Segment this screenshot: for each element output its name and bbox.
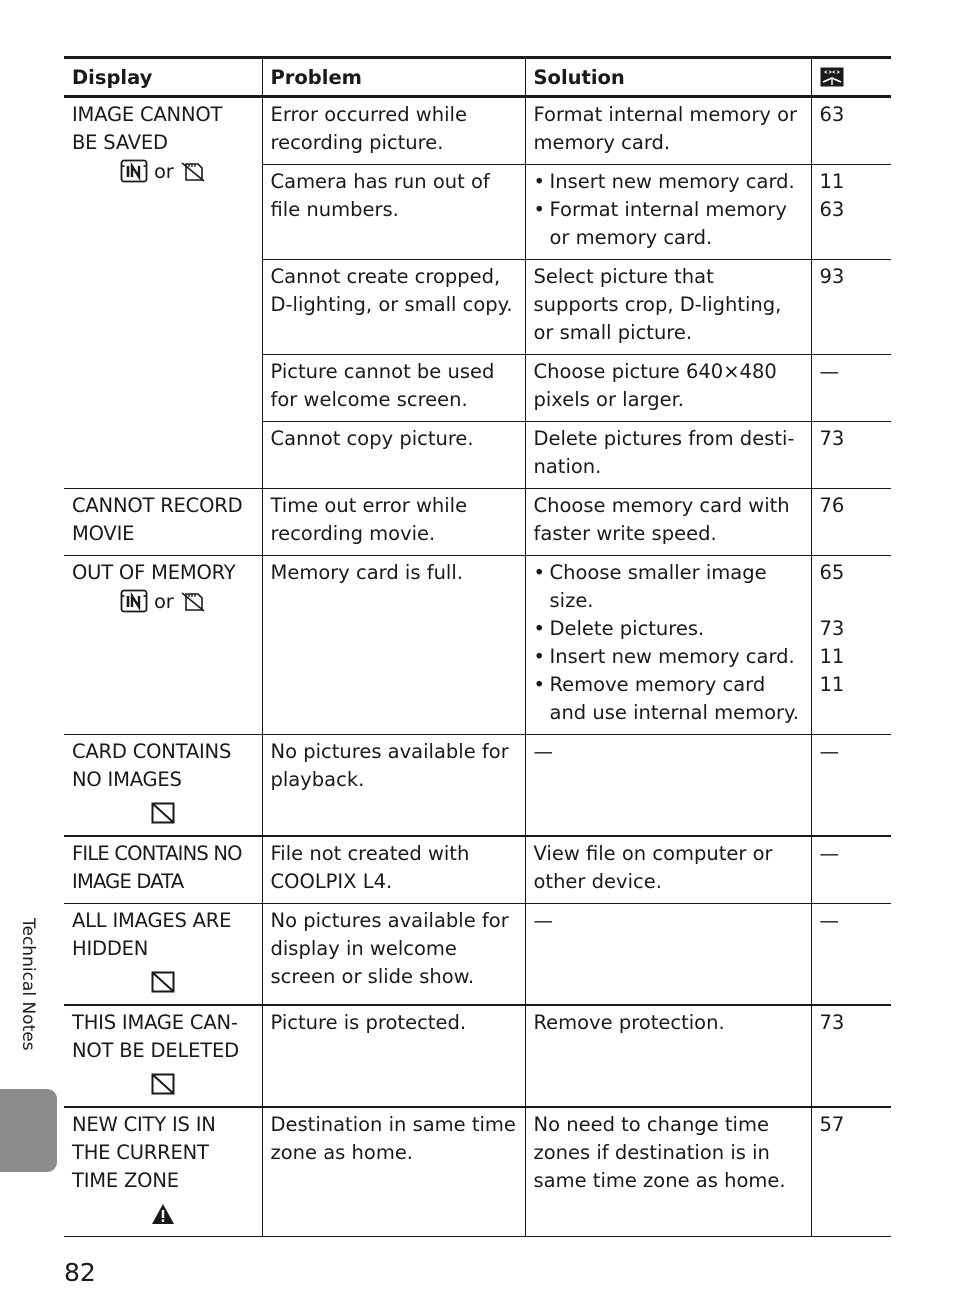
display-cell: OUT OF MEMORY or <box>64 556 262 735</box>
solution-cell: Choose memory card with faster write speed. <box>525 489 811 556</box>
solution-cell <box>525 165 811 260</box>
solution-bullet: • Remove memory card and use internal memory. <box>534 671 803 727</box>
header-problem: Problem <box>262 58 525 97</box>
solution-bullet: • Insert new memory card. <box>534 643 803 671</box>
solution-cell <box>525 556 811 735</box>
display-cell: THIS IMAGE CAN- NOT BE DELETED <box>64 1005 262 1107</box>
page-ref: 93 <box>811 260 891 355</box>
page-ref: 73 <box>811 1005 891 1107</box>
display-cell: FILE CONTAINS NO IMAGE DATA <box>64 836 262 904</box>
book-eye-icon <box>820 67 844 87</box>
display-cell: ALL IMAGES ARE HIDDEN <box>64 904 262 1006</box>
problem-cell: No pictures available for playback. <box>262 735 525 837</box>
page-ref: 76 <box>811 489 891 556</box>
problem-cell: Cannot copy picture. <box>262 422 525 489</box>
table-row <box>64 1107 891 1237</box>
table-row <box>64 735 891 837</box>
table-header-row <box>64 58 891 97</box>
header-page <box>811 58 891 97</box>
section-label: Technical Notes <box>18 918 38 1051</box>
page-ref: — <box>811 904 891 1006</box>
table-row <box>64 556 891 735</box>
solution-bullet: • Insert new memory card. <box>534 168 803 196</box>
section-tab <box>0 1089 57 1172</box>
page-ref: 11 63 <box>811 165 891 260</box>
table-row <box>64 97 891 165</box>
solution-bullet: • Delete pictures. <box>534 615 803 643</box>
page-ref: 73 <box>811 422 891 489</box>
no-memory-card-icon <box>180 161 206 183</box>
solution-cell: — <box>525 735 811 837</box>
no-image-icon <box>151 1073 175 1095</box>
problem-cell: Cannot create cropped, D-lighting, or small copy. <box>262 260 525 355</box>
problem-cell: Destination in same time zone as home. <box>262 1107 525 1237</box>
table-row <box>64 489 891 556</box>
problem-cell: Picture cannot be used for welcome screen. <box>262 355 525 422</box>
page-ref: — <box>811 735 891 837</box>
display-cell: CARD CONTAINS NO IMAGES <box>64 735 262 837</box>
display-cell: CANNOT RECORD MOVIE <box>64 489 262 556</box>
internal-memory-icon <box>120 159 148 183</box>
header-solution: Solution <box>525 58 811 97</box>
display-cell: NEW CITY IS IN THE CURRENT TIME ZONE <box>64 1107 262 1237</box>
table-row <box>64 1005 891 1107</box>
internal-memory-icon <box>120 589 148 613</box>
page-ref: 63 <box>811 97 891 165</box>
problem-cell: No pictures available for display in welcome screen or slide show. <box>262 904 525 1006</box>
no-image-icon <box>151 971 175 993</box>
solution-cell: Format internal memory or memory card. <box>525 97 811 165</box>
solution-bullet: • Format internal memory or memory card. <box>534 196 803 252</box>
problem-cell: File not created with COOLPIX L4. <box>262 836 525 904</box>
solution-cell: Delete pictures from desti-nation. <box>525 422 811 489</box>
no-image-icon <box>151 802 175 824</box>
table-row <box>64 904 891 1006</box>
page-ref: — <box>811 355 891 422</box>
page-ref: — <box>811 836 891 904</box>
error-message-table <box>64 56 891 1237</box>
problem-cell: Camera has run out of file numbers. <box>262 165 525 260</box>
page-ref: 65 73 11 11 <box>811 556 891 735</box>
solution-cell: No need to change time zones if destination is in same time zone as home. <box>525 1107 811 1237</box>
display-cell: IMAGE CANNOT BE SAVED or <box>64 97 262 489</box>
table-row <box>64 836 891 904</box>
warning-icon <box>151 1203 175 1225</box>
page-number: 82 <box>64 1258 96 1287</box>
solution-cell: View file on computer or other device. <box>525 836 811 904</box>
no-memory-card-icon <box>180 591 206 613</box>
solution-cell: Select picture that supports crop, D-lighting, or small picture. <box>525 260 811 355</box>
header-display: Display <box>64 58 262 97</box>
solution-cell: Choose picture 640×480 pixels or larger. <box>525 355 811 422</box>
problem-cell: Picture is protected. <box>262 1005 525 1107</box>
problem-cell: Error occurred while recording picture. <box>262 97 525 165</box>
page-ref: 57 <box>811 1107 891 1237</box>
solution-cell: Remove protection. <box>525 1005 811 1107</box>
problem-cell: Time out error while recording movie. <box>262 489 525 556</box>
problem-cell: Memory card is full. <box>262 556 525 735</box>
solution-bullet: • Choose smaller image size. <box>534 559 803 615</box>
solution-cell: — <box>525 904 811 1006</box>
